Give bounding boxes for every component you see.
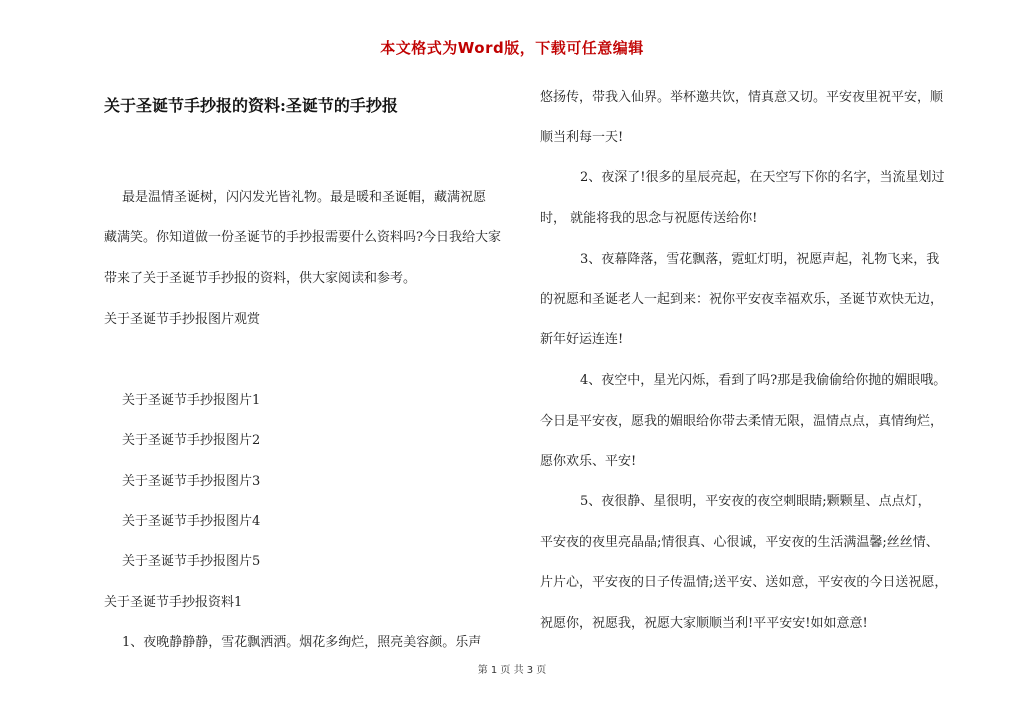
section-heading-material: 关于圣诞节手抄报资料1 (104, 595, 243, 610)
paragraph-line: 2、夜深了!很多的星辰亮起，在天空写下你的名字，当流星划过 (580, 170, 945, 185)
intro-line: 带来了关于圣诞节手抄报的资料，供大家阅读和参考。 (104, 271, 417, 286)
page-title: 关于圣诞节手抄报的资料:圣诞节的手抄报 (104, 96, 398, 115)
page-footer: 第 1 页 共 3 页 (477, 665, 547, 676)
paragraph-line: 平安夜的夜里亮晶晶;情很真、心很诚，平安夜的生活满温馨;丝丝情、 (540, 535, 939, 550)
paragraph-line: 5、夜很静、星很明，平安夜的夜空刺眼睛;颗颗星、点点灯， (580, 494, 931, 509)
paragraph-line: 今日是平安夜，愿我的媚眼给你带去柔情无限，温情点点，真情绚烂， (540, 414, 944, 429)
paragraph-line: 祝愿你，祝愿我，祝愿大家顺顺当利!平平安安!如如意意! (540, 616, 868, 631)
paragraph-line: 的祝愿和圣诞老人一起到来：祝你平安夜幸福欢乐，圣诞节欢快无边， (540, 292, 944, 307)
intro-line: 藏满笑。你知道做一份圣诞节的手抄报需要什么资料吗?今日我给大家 (104, 230, 501, 245)
paragraph-line: 4、夜空中，星光闪烁，看到了吗?那是我偷偷给你抛的媚眼哦。 (580, 373, 947, 388)
paragraph-line: 愿你欢乐、平安! (540, 454, 637, 469)
paragraph-line: 悠扬传，带我入仙界。举杯邀共饮，情真意又切。平安夜里祝平安，顺 (540, 90, 944, 105)
image-caption: 关于圣诞节手抄报图片4 (122, 514, 261, 529)
image-caption: 关于圣诞节手抄报图片1 (122, 393, 261, 408)
paragraph-line: 时， 就能将我的思念与祝愿传送给你! (540, 211, 758, 226)
image-caption: 关于圣诞节手抄报图片2 (122, 433, 261, 448)
paragraph-line: 1、夜晚静静静，雪花飘洒洒。烟花多绚烂，照亮美容颜。乐声 (122, 635, 482, 650)
edit-banner: 本文格式为Word版，下载可任意编辑 (380, 39, 644, 57)
section-heading-images: 关于圣诞节手抄报图片观赏 (104, 312, 261, 327)
paragraph-line: 3、夜幕降落，雪花飘落，霓虹灯明，祝愿声起，礼物飞来，我 (580, 252, 940, 267)
image-caption: 关于圣诞节手抄报图片3 (122, 474, 261, 489)
paragraph-line: 片片心，平安夜的日子传温情;送平安、送如意，平安夜的今日送祝愿， (540, 575, 948, 590)
intro-line: 最是温情圣诞树，闪闪发光皆礼物。最是暖和圣诞帽，藏满祝愿 (122, 190, 487, 205)
paragraph-line: 顺当利每一天! (540, 130, 624, 145)
paragraph-line: 新年好运连连! (540, 332, 624, 347)
image-caption: 关于圣诞节手抄报图片5 (122, 554, 261, 569)
